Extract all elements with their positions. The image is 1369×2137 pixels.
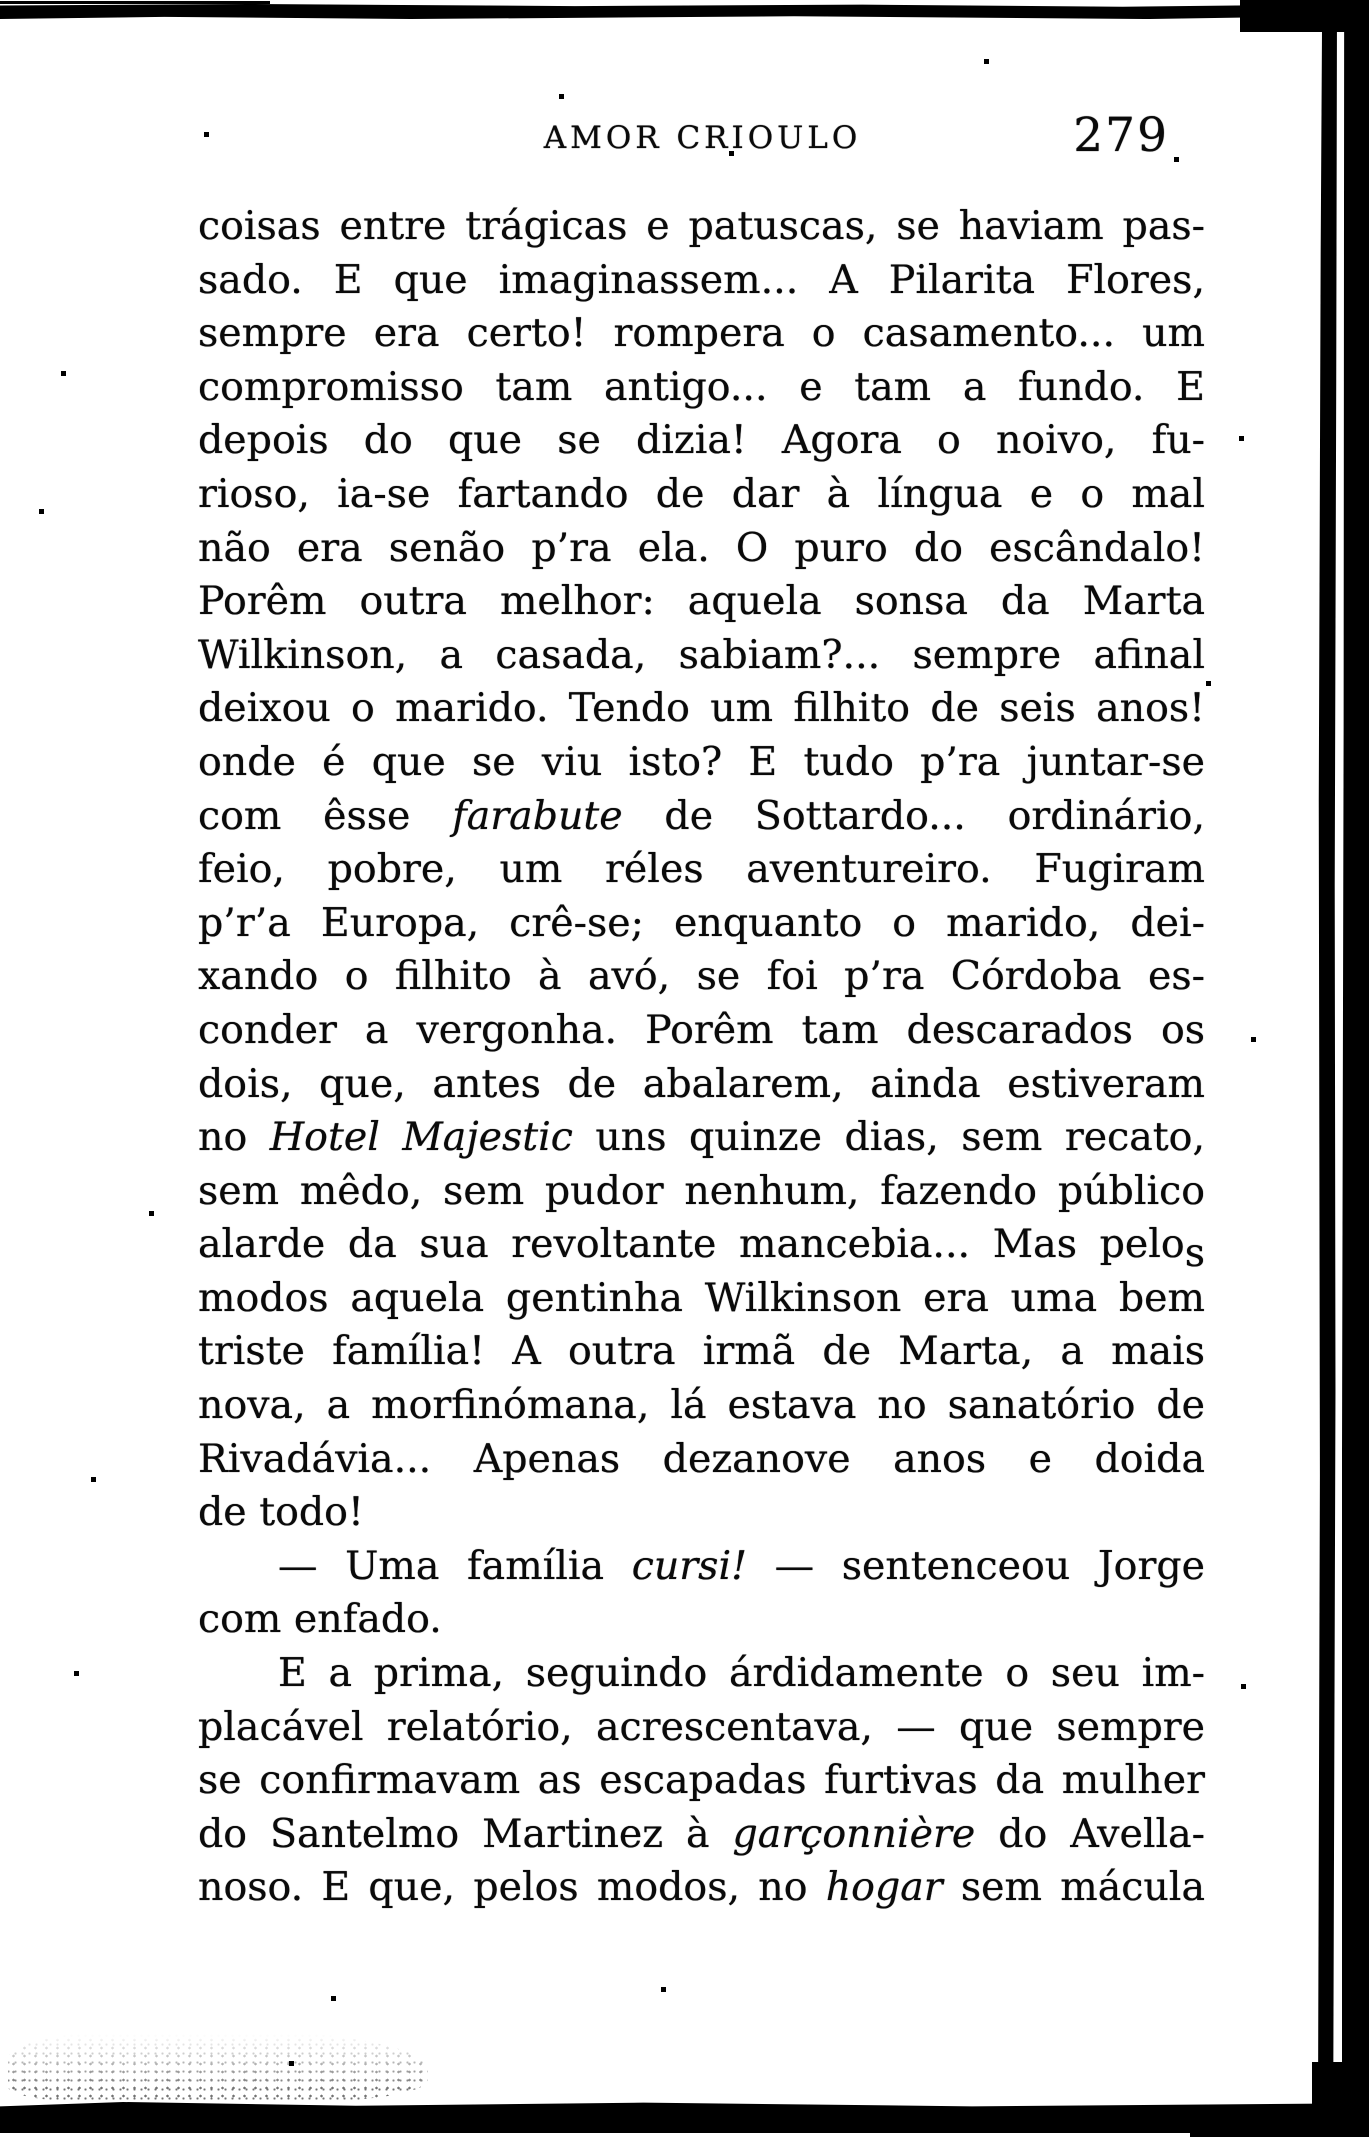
text-segment: s (1184, 1230, 1205, 1277)
text-line (198, 1486, 1205, 1540)
text-segment: do Avella- (975, 1810, 1205, 1857)
text-segment: com êsse (198, 792, 453, 839)
text-line (198, 1808, 1205, 1862)
running-title: AMOR CRIOULO (543, 120, 862, 156)
text-line (198, 897, 1205, 951)
text-line (198, 682, 1205, 736)
text-segment: E a prima, seguindo árdidamente o seu im- (278, 1650, 1205, 1697)
italic-text-segment: garçonnière (732, 1810, 976, 1857)
scan-bottom-edge-bar (0, 2102, 1369, 2133)
text-segment: sem mácula (942, 1864, 1205, 1911)
text-line (198, 307, 1205, 361)
text-line (198, 1540, 1205, 1594)
text-line (198, 414, 1205, 468)
text-line (198, 1272, 1205, 1326)
scan-noise-patch (8, 2028, 428, 2102)
text-line (198, 1861, 1205, 1915)
text-segment: nova, a morfinómana, lá estava no sanatório de (198, 1382, 1205, 1429)
text-segment: uns quinze dias, sem recato, (572, 1114, 1205, 1161)
text-line (198, 1433, 1205, 1487)
text-segment: compromisso tam antigo... e tam a fundo. E (198, 363, 1205, 410)
text-line (198, 468, 1205, 522)
text-line (198, 575, 1205, 629)
text-line (198, 254, 1205, 308)
running-head (200, 108, 1205, 163)
page-number: 279 (1073, 108, 1169, 163)
text-line (198, 1325, 1205, 1379)
text-line (198, 843, 1205, 897)
text-segment: depois do que se dizia! Agora o noivo, fu- (198, 417, 1205, 464)
text-line (198, 1111, 1205, 1165)
text-line (198, 1647, 1205, 1701)
text-segment: onde é que se viu isto? E tudo p’ra juntar-se (198, 738, 1205, 785)
text-segment: Rivadávia... Apenas dezanove anos e doida (198, 1435, 1205, 1482)
text-segment: sempre era certo! rompera o casamento... um (198, 310, 1205, 357)
text-line (198, 790, 1205, 844)
text-segment: com enfado. (198, 1596, 442, 1643)
text-segment: Wilkinson, a casada, sabiam?... sempre afinal (198, 631, 1205, 678)
text-segment: modos aquela gentinha Wilkinson era uma bem (198, 1274, 1205, 1321)
italic-text-segment: farabute (452, 792, 623, 839)
italic-text-segment: Hotel Majestic (269, 1114, 573, 1161)
body-text-block (198, 200, 1205, 1915)
italic-text-segment: cursi! (631, 1542, 747, 1589)
text-segment: não era senão p’ra ela. O puro do escândalo! (198, 524, 1205, 571)
scan-right-edge-bar (1342, 0, 1369, 2137)
text-segment: p’r’a Europa, crê-se; enquanto o marido, dei- (198, 899, 1205, 946)
text-line (198, 200, 1205, 254)
text-segment: de Sottardo... ordinário, (622, 792, 1206, 839)
text-segment: — Uma família (278, 1542, 632, 1589)
text-segment: alarde da sua revoltante mancebia... Mas pelo (198, 1221, 1185, 1268)
text-line (198, 1004, 1205, 1058)
text-line (198, 1593, 1205, 1647)
text-line (198, 1165, 1205, 1219)
text-segment: sem mêdo, sem pudor nenhum, fazendo público (198, 1167, 1205, 1214)
text-line (198, 1754, 1205, 1808)
text-segment: xando o filhito à avó, se foi p’ra Córdoba es- (198, 953, 1205, 1000)
text-segment: feio, pobre, um réles aventureiro. Fugiram (198, 846, 1205, 893)
scan-top-edge-bar (0, 4, 1369, 19)
text-segment: conder a vergonha. Porêm tam descarados os (198, 1006, 1205, 1053)
text-line (198, 1058, 1205, 1112)
text-segment: Porêm outra melhor: aquela sonsa da Marta (198, 578, 1205, 625)
text-segment: rioso, ia-se fartando de dar à língua e o mal (198, 470, 1205, 517)
text-line (198, 736, 1205, 790)
italic-text-segment: hogar (825, 1864, 943, 1911)
scan-bottom-edge-bar-extension (1190, 2128, 1369, 2137)
text-segment: noso. E que, pelos modos, no (198, 1864, 826, 1911)
text-segment: coisas entre trágicas e patuscas, se haviam pas- (198, 203, 1205, 249)
text-line (198, 1701, 1205, 1755)
scan-top-edge-line (0, 1, 270, 4)
text-segment: placável relatório, acrescentava, — que sempre (198, 1703, 1205, 1750)
scan-right-gutter-stripe (1318, 0, 1337, 2108)
text-segment: deixou o marido. Tendo um filhito de seis anos! (198, 685, 1205, 732)
text-segment: no (198, 1114, 270, 1161)
text-segment: de todo! (198, 1489, 364, 1536)
text-segment: do Santelmo Martinez à (198, 1810, 733, 1857)
text-segment: sado. E que imaginassem... A Pilarita Flores, (198, 256, 1205, 303)
text-line (198, 629, 1205, 683)
text-segment: dois, que, antes de abalarem, ainda estiveram (198, 1060, 1205, 1107)
text-line (198, 361, 1205, 415)
text-segment: triste família! A outra irmã de Marta, a mais (198, 1328, 1205, 1375)
text-line (198, 522, 1205, 576)
scan-noise-speckles (0, 0, 3, 3)
text-line (198, 950, 1205, 1004)
text-segment: — sentenceou Jorge (746, 1542, 1205, 1589)
text-line (198, 1379, 1205, 1433)
text-line (198, 1218, 1205, 1277)
text-segment: se confirmavam as escapadas furtivas da mulher (198, 1757, 1205, 1804)
